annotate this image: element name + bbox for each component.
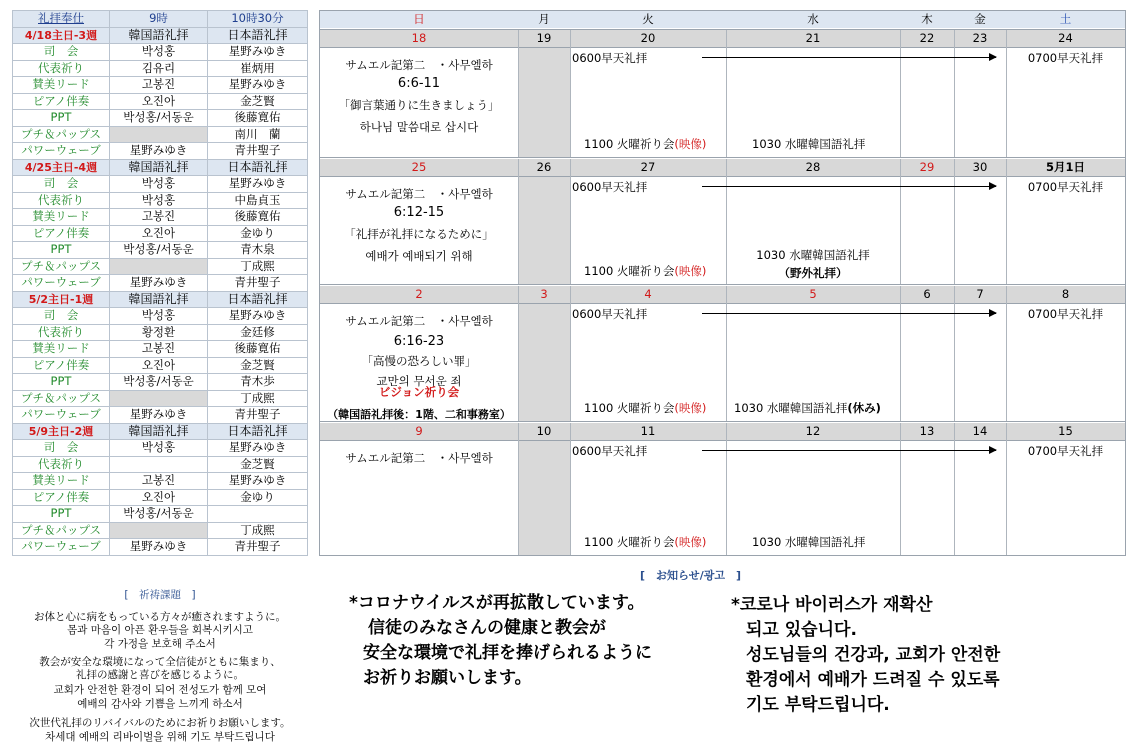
date-label: 25 (411, 160, 427, 174)
korean-service-person: 김유리 (110, 60, 208, 77)
sunday-event-note: （韓国語礼拝後：1階、二和事務室） (327, 408, 511, 421)
service-roster-table (12, 10, 308, 556)
roster-role-row (13, 390, 308, 407)
date-label: 27 (640, 160, 656, 174)
roster-role-row (13, 77, 308, 94)
calendar-column-line (900, 30, 901, 157)
sunday-sermon-line: サムエル記第二 ・사무엘하 (345, 58, 493, 72)
sunday-sermon-line: サムエル記第二 ・사무엘하 (345, 451, 493, 465)
prayer-line: お体と心に病をもっている方々が癒されますように。 (34, 611, 286, 623)
korean-service-person: 오진아 (110, 225, 208, 242)
weekday-label: 木 (921, 12, 933, 26)
notice-korean-line: 되고 있습니다. (746, 620, 857, 640)
prayer-line: 教会が安全な環境になって全信徒がともに集まり、 (39, 656, 281, 668)
japanese-service-person: 青木泉 (208, 242, 308, 259)
notice-korean-line: *코로나 바이러스가 재확산 (731, 595, 933, 615)
role-name: 司 会 (13, 44, 110, 61)
calendar-column-line (570, 30, 571, 157)
date-label: 15 (1058, 424, 1073, 438)
monday-shade (519, 176, 570, 284)
continuation-arrow (702, 57, 996, 58)
date-label: 26 (536, 160, 552, 174)
japanese-service-label: 日本語礼拝 (208, 291, 308, 308)
saturday-morning-prayer: 0700早天礼拝 (1027, 444, 1104, 458)
roster-role-row (13, 126, 308, 143)
korean-service-person: 오진아 (110, 93, 208, 110)
calendar-column-line (518, 286, 519, 421)
calendar-column-line (518, 423, 519, 555)
role-name: パワーウェーブ (13, 143, 110, 160)
monday-shade (519, 440, 570, 555)
date-label: 5月1日 (1045, 160, 1085, 174)
role-name: パワーウェーブ (13, 275, 110, 292)
role-name: 賛美リード (13, 77, 110, 94)
roster-header-cell: 礼拝奉仕 (13, 11, 110, 28)
monday-shade (519, 303, 570, 421)
tuesday-morning-prayer: 0600早天礼拝 (572, 180, 648, 194)
role-name: 代表祈り (13, 192, 110, 209)
korean-service-label: 韓国語礼拝 (110, 159, 208, 176)
japanese-service-person: 丁成熙 (208, 522, 308, 539)
date-label: 3 (540, 287, 548, 301)
notice-korean-line: 환경에서 예배가 드려질 수 있도록 (746, 670, 1000, 690)
calendar-column-line (900, 423, 901, 555)
calendar-column-line (518, 159, 519, 284)
calendar-column-line (1006, 159, 1007, 284)
calendar-column-line (570, 423, 571, 555)
tuesday-prayer-meeting (584, 400, 706, 416)
week-title: 5/9主日-2週 (13, 423, 110, 440)
korean-service-person: 박성홍/서동운 (110, 374, 208, 391)
date-label: 7 (976, 287, 984, 301)
weekday-label: 土 (1059, 12, 1072, 26)
tuesday-prayer-label: 1100 火曜祈り会 (584, 535, 675, 549)
sunday-sermon-line: 「高慢の恐ろしい罪」 (361, 354, 477, 368)
japanese-service-person: 星野みゆき (208, 44, 308, 61)
korean-service-person: 星野みゆき (110, 275, 208, 292)
roster-role-row (13, 473, 308, 490)
continuation-arrow (702, 186, 996, 187)
calendar-column-line (570, 159, 571, 284)
japanese-service-label: 日本語礼拝 (208, 27, 308, 44)
prayer-line: 교회가 안전한 환경이 되어 전성도가 함께 모여 (53, 684, 267, 696)
date-label: 29 (919, 160, 935, 174)
role-name: 代表祈り (13, 324, 110, 341)
wednesday-note: （野外礼拝） (778, 266, 848, 280)
prayer-topics-title: [ 祈祷課題 ] (124, 589, 196, 601)
role-name: PPT (13, 110, 110, 127)
korean-service-person: 오진아 (110, 489, 208, 506)
roster-role-row (13, 407, 308, 424)
weekday-label: 日 (413, 12, 425, 26)
role-name: パワーウェーブ (13, 407, 110, 424)
roster-role-row (13, 522, 308, 539)
role-name: 賛美リード (13, 209, 110, 226)
japanese-service-person: 星野みゆき (208, 308, 308, 325)
japanese-service-person (208, 506, 308, 523)
notice-japanese-line: お祈りお願いします。 (363, 668, 532, 688)
sunday-sermon-line: 하나님 말씀대로 삽시다 (359, 120, 479, 134)
role-name: PPT (13, 242, 110, 259)
role-name: PPT (13, 374, 110, 391)
korean-service-label: 韓国語礼拝 (110, 291, 208, 308)
roster-role-row (13, 489, 308, 506)
japanese-service-person: 青井聖子 (208, 539, 308, 556)
weekday-label: 月 (538, 12, 550, 26)
sunday-sermon-line: 예배가 예배되기 위해 (365, 249, 473, 263)
date-label: 28 (805, 160, 821, 174)
korean-service-person: 황정환 (110, 324, 208, 341)
tuesday-prayer-label: 1100 火曜祈り会 (584, 137, 675, 151)
calendar-column-line (954, 286, 955, 421)
japanese-service-person: 星野みゆき (208, 77, 308, 94)
date-label: 12 (805, 424, 821, 438)
role-name: 司 会 (13, 440, 110, 457)
japanese-service-person: 金芝賢 (208, 456, 308, 473)
prayer-line: 次世代礼拝のリバイバルのためにお祈りお願いします。 (29, 717, 291, 729)
calendar-column-line (518, 30, 519, 157)
japanese-service-person: 南川 蘭 (208, 126, 308, 143)
notice-japanese-line: 安全な環境で礼拝を捧げられるように (363, 643, 652, 663)
korean-service-person: 박성홍 (110, 44, 208, 61)
sunday-sermon-line: サムエル記第二 ・사무엘하 (345, 314, 493, 328)
prayer-line: 각 가정을 보호해 주소서 (104, 638, 216, 650)
roster-header-row (13, 11, 308, 28)
roster-week-row (13, 291, 308, 308)
korean-service-label: 韓国語礼拝 (110, 27, 208, 44)
calendar-column-line (570, 286, 571, 421)
korean-service-person: 박성홍 (110, 308, 208, 325)
calendar-divider (320, 157, 1125, 158)
calendar-column-line (900, 286, 901, 421)
sunday-sermon-line: 「御言葉通りに生きましょう」 (338, 98, 500, 112)
roster-role-row (13, 308, 308, 325)
roster-week-row (13, 159, 308, 176)
roster-role-row (13, 93, 308, 110)
role-name: ピアノ伴奏 (13, 357, 110, 374)
japanese-service-person: 金ゆり (208, 489, 308, 506)
notice-korean-line: 기도 부탁드립니다. (746, 695, 890, 715)
date-label: 22 (919, 31, 935, 45)
korean-service-person: 박성홍/서동운 (110, 242, 208, 259)
korean-service-person: 오진아 (110, 357, 208, 374)
roster-role-row (13, 374, 308, 391)
calendar-divider (320, 303, 1125, 304)
date-label: 9 (415, 424, 423, 438)
korean-service-person: 고봉진 (110, 209, 208, 226)
roster-role-row (13, 275, 308, 292)
roster-role-row (13, 60, 308, 77)
korean-service-label: 韓国語礼拝 (110, 423, 208, 440)
tuesday-morning-prayer: 0600早天礼拝 (572, 444, 648, 458)
saturday-morning-prayer: 0700早天礼拝 (1027, 307, 1104, 321)
japanese-service-person: 後藤寛佑 (208, 209, 308, 226)
date-label: 8 (1061, 287, 1070, 301)
date-label: 19 (536, 31, 552, 45)
prayer-line: 몸과 마음이 아픈 환우들을 회복시키시고 (67, 624, 253, 636)
role-name: 代表祈り (13, 60, 110, 77)
wednesday-korean-service: 1030 水曜韓国語礼拝 (752, 137, 866, 151)
sunday-sermon-line: 6:16-23 (393, 334, 445, 349)
wednesday-korean-service: 1030 水曜韓国語礼拝 (752, 535, 866, 549)
date-label: 20 (640, 31, 656, 45)
notice-japanese-line: *コロナウイルスが再拡散しています。 (349, 593, 645, 613)
notice-korean-line: 성도님들의 건강과, 교회가 안전한 (746, 645, 1001, 665)
date-label: 23 (972, 31, 988, 45)
roster-week-row (13, 27, 308, 44)
monthly-calendar (319, 10, 1126, 556)
date-label: 4 (644, 287, 652, 301)
calendar-divider (320, 176, 1125, 177)
roster-role-row (13, 324, 308, 341)
japanese-service-person: 金芝賢 (208, 357, 308, 374)
role-name: パワーウェーブ (13, 539, 110, 556)
tuesday-prayer-label: 1100 火曜祈り会 (584, 264, 675, 278)
roster-role-row (13, 341, 308, 358)
role-name: プチ＆パップス (13, 126, 110, 143)
wednesday-korean-service (734, 400, 881, 416)
sunday-sermon-line: 교만의 무서운 죄 (376, 374, 462, 388)
japanese-service-person: 星野みゆき (208, 440, 308, 457)
korean-service-person (110, 456, 208, 473)
japanese-service-person: 青井聖子 (208, 275, 308, 292)
roster-role-row (13, 242, 308, 259)
date-label: 13 (919, 424, 935, 438)
japanese-service-label: 日本語礼拝 (208, 159, 308, 176)
roster-role-row (13, 192, 308, 209)
role-name: ピアノ伴奏 (13, 489, 110, 506)
japanese-service-person: 後藤寛佑 (208, 110, 308, 127)
weekday-label: 水 (807, 12, 819, 26)
calendar-divider (320, 47, 1125, 48)
date-label: 14 (972, 424, 988, 438)
date-label: 30 (972, 160, 988, 174)
japanese-service-person: 崔炳用 (208, 60, 308, 77)
korean-service-person (110, 126, 208, 143)
japanese-service-person: 金ゆり (208, 225, 308, 242)
korean-service-person: 星野みゆき (110, 539, 208, 556)
korean-service-person: 고봉진 (110, 341, 208, 358)
roster-role-row (13, 209, 308, 226)
saturday-morning-prayer: 0700早天礼拝 (1027, 51, 1104, 65)
roster-role-row (13, 176, 308, 193)
role-name: プチ＆パップス (13, 390, 110, 407)
roster-role-row (13, 456, 308, 473)
sunday-sermon-line: 「礼拝が礼拝になるために」 (344, 227, 494, 241)
japanese-service-person: 青井聖子 (208, 407, 308, 424)
calendar-column-line (726, 423, 727, 555)
prayer-line: 예배의 감사와 기쁨을 느끼게 하소서 (77, 698, 243, 710)
date-label: 24 (1058, 31, 1073, 45)
week-title: 5/2主日-1週 (13, 291, 110, 308)
japanese-service-person: 中島貞玉 (208, 192, 308, 209)
calendar-divider (320, 440, 1125, 441)
sunday-event: ビジョン祈り会 (378, 385, 460, 399)
roster-role-row (13, 258, 308, 275)
roster-header-cell: 10時30分 (208, 11, 308, 28)
japanese-service-person: 星野みゆき (208, 176, 308, 193)
korean-service-person: 박성홍 (110, 192, 208, 209)
date-label: 10 (536, 424, 552, 438)
role-name: 賛美リード (13, 473, 110, 490)
korean-service-person: 고봉진 (110, 473, 208, 490)
korean-service-person: 박성홍 (110, 176, 208, 193)
weekday-label: 火 (642, 12, 654, 26)
monday-shade (519, 47, 570, 157)
sunday-sermon-line: 6:6-11 (397, 76, 441, 91)
roster-role-row (13, 357, 308, 374)
tuesday-morning-prayer: 0600早天礼拝 (572, 307, 648, 321)
japanese-service-person: 星野みゆき (208, 473, 308, 490)
prayer-line: 礼拝の感謝と喜びを感じるように。 (76, 669, 244, 681)
korean-service-person (110, 390, 208, 407)
sunday-sermon-line: 6:12-15 (393, 205, 445, 220)
japanese-service-person: 青木歩 (208, 374, 308, 391)
video-tag: (映像) (674, 137, 707, 151)
role-name: 代表祈り (13, 456, 110, 473)
role-name: ピアノ伴奏 (13, 93, 110, 110)
korean-service-person: 星野みゆき (110, 407, 208, 424)
video-tag: (映像) (674, 535, 707, 549)
roster-role-row (13, 506, 308, 523)
role-name: 賛美リード (13, 341, 110, 358)
date-label: 18 (411, 31, 427, 45)
japanese-service-person: 青井聖子 (208, 143, 308, 160)
calendar-column-line (954, 159, 955, 284)
calendar-column-line (726, 30, 727, 157)
japanese-service-label: 日本語礼拝 (208, 423, 308, 440)
calendar-column-line (726, 286, 727, 421)
japanese-service-person: 後藤寛佑 (208, 341, 308, 358)
roster-role-row (13, 225, 308, 242)
roster-role-row (13, 44, 308, 61)
continuation-arrow (702, 313, 996, 314)
korean-service-person: 고봉진 (110, 77, 208, 94)
calendar-column-line (954, 30, 955, 157)
week-title: 4/18主日-3週 (13, 27, 110, 44)
japanese-service-person: 金廷修 (208, 324, 308, 341)
continuation-arrow (702, 450, 996, 451)
wednesday-korean-service: 1030 水曜韓国語礼拝 (756, 248, 870, 262)
sunday-sermon-line: サムエル記第二 ・사무엘하 (345, 187, 493, 201)
notice-title: [ お知らせ/광고 ] (640, 569, 741, 582)
roster-role-row (13, 143, 308, 160)
role-name: PPT (13, 506, 110, 523)
role-name: プチ＆パップス (13, 258, 110, 275)
video-tag: (映像) (674, 264, 707, 278)
video-tag: (映像) (674, 401, 707, 415)
role-name: ピアノ伴奏 (13, 225, 110, 242)
japanese-service-person: 金芝賢 (208, 93, 308, 110)
date-label: 6 (923, 287, 931, 301)
korean-service-person: 星野みゆき (110, 143, 208, 160)
wednesday-note: (休み) (847, 401, 881, 415)
week-title: 4/25主日-4週 (13, 159, 110, 176)
roster-header-cell: 9時 (110, 11, 208, 28)
weekday-label: 金 (974, 12, 986, 26)
tuesday-prayer-meeting (584, 136, 706, 152)
tuesday-morning-prayer: 0600早天礼拝 (572, 51, 648, 65)
tuesday-prayer-label: 1100 火曜祈り会 (584, 401, 675, 415)
role-name: プチ＆パップス (13, 522, 110, 539)
date-label: 5 (809, 287, 817, 301)
tuesday-prayer-meeting (584, 534, 706, 550)
roster-role-row (13, 110, 308, 127)
roster-role-row (13, 440, 308, 457)
date-label: 2 (415, 287, 423, 301)
prayer-line: 차세대 예배의 리바이벌을 위해 기도 부탁드립니다 (45, 731, 275, 743)
wednesday-service-label: 1030 水曜韓国語礼拝 (734, 401, 848, 415)
korean-service-person: 박성홍 (110, 440, 208, 457)
korean-service-person: 박성홍/서동운 (110, 506, 208, 523)
role-name: 司 会 (13, 308, 110, 325)
japanese-service-person: 丁成熙 (208, 258, 308, 275)
notice-japanese-line: 信徒のみなさんの健康と教会が (368, 618, 606, 638)
tuesday-prayer-meeting (584, 263, 706, 279)
roster-role-row (13, 539, 308, 556)
korean-service-person (110, 258, 208, 275)
calendar-column-line (954, 423, 955, 555)
date-label: 11 (640, 424, 656, 438)
calendar-divider (320, 284, 1125, 285)
date-label: 21 (805, 31, 821, 45)
saturday-morning-prayer: 0700早天礼拝 (1027, 180, 1104, 194)
korean-service-person (110, 522, 208, 539)
calendar-column-line (900, 159, 901, 284)
korean-service-person: 박성홍/서동운 (110, 110, 208, 127)
japanese-service-person: 丁成熙 (208, 390, 308, 407)
role-name: 司 会 (13, 176, 110, 193)
roster-week-row (13, 423, 308, 440)
